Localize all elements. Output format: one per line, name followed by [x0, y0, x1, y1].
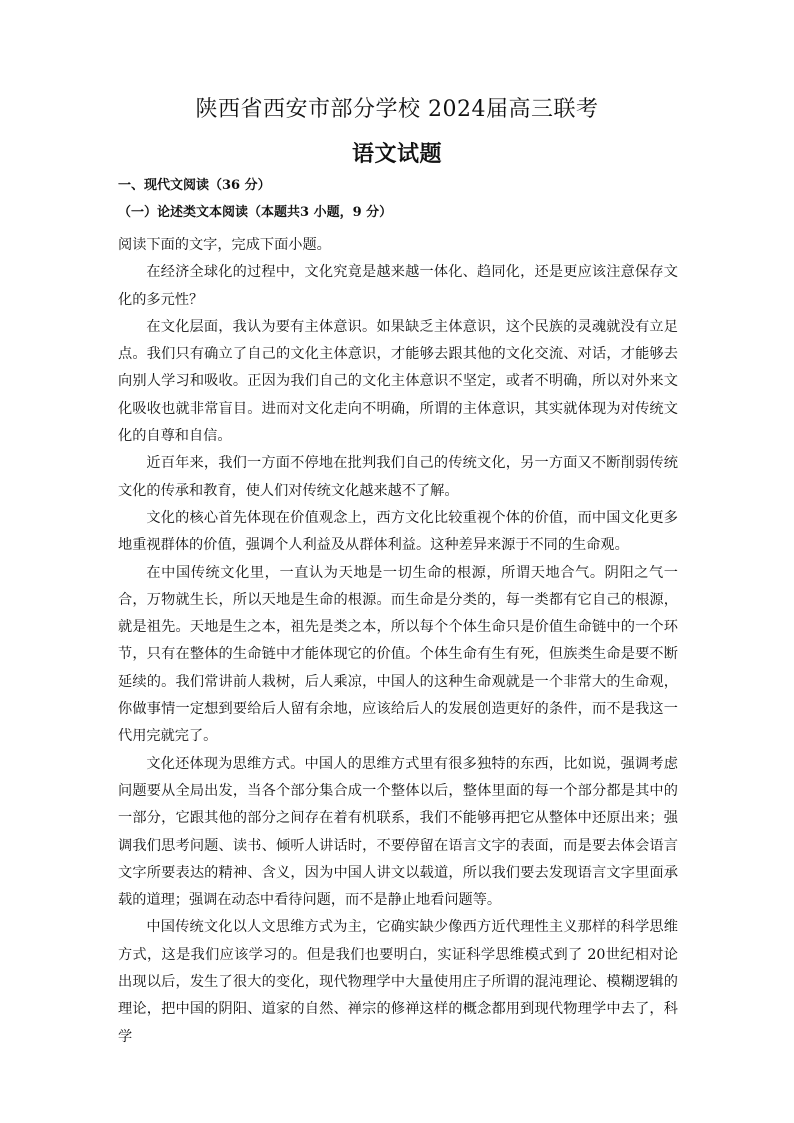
passage-paragraph: 近百年来，我们一方面不停地在批判我们自己的传统文化，另一方面又不断削弱传统文化的传承和教育，使人们对传统文化越来越不了解。	[118, 455, 678, 499]
passage-paragraph: 中国传统文化以人文思维方式为主，它确实缺少像西方近代理性主义那样的科学思维方式，这是我们应该学习的。但是我们也要明白，实证科学思维模式到了 20世纪相对论出现以后，发生了很大的变化，现代物理学中大量使用庄子所谓的混沌理论、模糊逻辑的理论，把中国的阴阳、道家的自然、禅宗的修禅这样的概念都用到现代物理学中去了，科学	[118, 919, 678, 1045]
passage-paragraph: 在文化层面，我认为要有主体意识。如果缺乏主体意识，这个民族的灵魂就没有立足点。我们只有确立了自己的文化主体意识，才能够去跟其他的文化交流、对话，才能够去向别人学习和吸收。正因为我们自己的文化主体意识不坚定，或者不明确，所以对外来文化吸收也就非常盲目。进而对文化走向不明确，所谓的主体意识，其实就体现为对传统文化的自尊和自信。	[118, 318, 678, 445]
subsection-heading: （一）论述类文本阅读（本题共3 小题，9 分）	[118, 205, 393, 220]
exam-subtitle: 语文试题	[351, 141, 442, 167]
instruction-text: 阅读下面的文字，完成下面小题。	[118, 237, 331, 253]
passage-paragraph: 文化的核心首先体现在价值观念上，西方文化比较重视个体的价值，而中国文化更多地重视群体的价值，强调个人利益及从群体利益。这种差异来源于不同的生命观。	[118, 509, 678, 554]
reading-passage	[118, 232, 678, 1051]
exam-title: 陕西省西安市部分学校 2024届高三联考	[195, 97, 599, 122]
section-heading: 一、现代文阅读（36 分）	[118, 178, 271, 193]
passage-paragraph: 在中国传统文化里，一直认为天地是一切生命的根源，所谓天地合气。阴阳之气一合，万物就生长，所以天地是生命的根源。而生命是分类的，每一类都有它自己的根源，就是祖先。天地是生之本，祖先是类之本，所以每个个体生命只是价值生命链中的一个环节，只有在整体的生命链中才能体现它的价值。个体生命有生有死，但族类生命是要不断延续的。我们常讲前人栽树，后人乘凉，中国人的这种生命观就是一个非常大的生命观，你做事情一定想到要给后人留有余地，应该给后人的发展创造更好的条件，而不是我这一代用完就完了。	[118, 564, 678, 745]
passage-paragraph: 文化还体现为思维方式。中国人的思维方式里有很多独特的东西，比如说，强调考虑问题要从全局出发，当各个部分集合成一个整体以后，整体里面的每一个部分都是其中的一部分，它跟其他的部分之间存在着有机联系，我们不能够再把它从整体中还原出来；强调我们思考问题、读书、倾听人讲话时，不要停留在语言文字的表面，而是要去体会语言文字所要表达的精神、含义，因为中国人讲文以载道，所以我们要去发现语言文字里面承载的道理；强调在动态中看待问题，而不是静止地看问题等。	[118, 755, 678, 909]
passage-paragraph: 在经济全球化的过程中，文化究竟是越来越一体化、趋同化，还是更应该注意保存文化的多元性？	[118, 264, 678, 308]
